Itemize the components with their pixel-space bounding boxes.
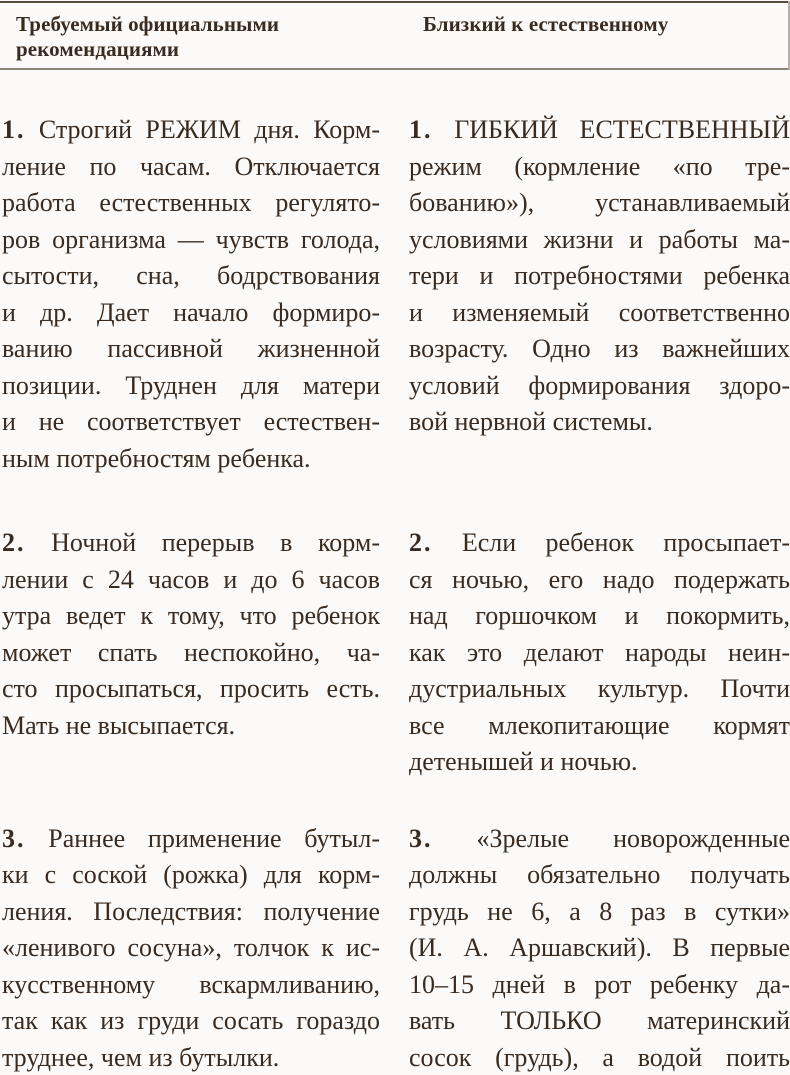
paragraph-line: ным потребностям ребенка. — [2, 443, 311, 473]
paragraph-line: все млекопитающие кормят — [409, 710, 790, 740]
paragraph-line: лении с 24 часов и до 6 часов — [2, 564, 380, 594]
paragraph-line: ления. Последствия: получение — [2, 896, 380, 926]
paragraph-line: как это делают народы неин- — [409, 637, 790, 667]
paragraph-number: 3. — [409, 823, 433, 853]
paragraph-number: 3. — [2, 823, 26, 853]
paragraph-line-text: ГИБКИЙ ЕСТЕСТВЕННЫЙ — [454, 115, 790, 144]
comparison-row-3 — [2, 821, 790, 1075]
paragraph-line: режим (кормление «по тре- — [409, 151, 790, 181]
paragraph-line: «ленивого сосуна», толчок к ис- — [2, 933, 380, 962]
paragraph-line-text: Раннее применение бутыл- — [48, 823, 380, 853]
paragraph-line: вать ТОЛЬКО материнский — [409, 1006, 790, 1035]
paragraph-line-text: «Зрелые новорожденные — [476, 823, 790, 853]
comparison-row-1 — [2, 112, 790, 477]
paragraph-line: Мать не высыпается. — [2, 710, 236, 740]
paragraph-line: и др. Дает начало формиро- — [2, 297, 380, 327]
paragraph-line: над горшочком и покормить, — [409, 601, 790, 630]
table-header-band — [0, 1, 790, 70]
paragraph-line: утра ведет к тому, что ребенок — [2, 601, 380, 630]
paragraph-number: 2. — [409, 528, 433, 557]
right-paragraph-3 — [409, 821, 790, 1075]
paragraph-line: сытости, сна, бодрствования — [2, 261, 380, 290]
book-page — [0, 1, 790, 1075]
paragraph-line: тери и потребностями ребенка — [409, 261, 790, 290]
left-paragraph-2 — [2, 525, 380, 781]
paragraph-line: работа естественных регулято- — [2, 188, 380, 217]
paragraph-line: труднее, чем из бутылки. — [2, 1042, 280, 1072]
paragraph-line: бованию»), устанавливаемый — [409, 188, 790, 217]
paragraph-line: ки с соской (рожка) для корм- — [2, 860, 380, 889]
paragraph-line: ров организма — чувств голода, — [2, 224, 380, 254]
paragraph-line: дустриальных культур. Почти — [409, 674, 790, 703]
paragraph-line: условиями жизни и работы ма- — [409, 224, 790, 254]
left-paragraph-3 — [2, 821, 380, 1075]
left-column-header — [2, 12, 380, 62]
paragraph-line — [409, 112, 790, 149]
left-column-header-line1: Требуемый официальными — [16, 12, 280, 36]
paragraph-line — [2, 525, 380, 562]
paragraph-line: вой нервной системы. — [409, 407, 653, 436]
paragraph-line — [2, 821, 380, 858]
paragraph-number: 1. — [409, 115, 433, 144]
left-paragraph-1 — [2, 112, 380, 477]
paragraph-line — [2, 112, 380, 149]
paragraph-line: позиции. Труднен для матери — [2, 370, 380, 400]
paragraph-line: может спать неспокойно, ча- — [2, 637, 380, 667]
paragraph-line: грудь не 6, а 8 раз в сутки» — [409, 896, 790, 926]
paragraph-line: детенышей и ночью. — [409, 747, 638, 776]
paragraph-line: ванию пассивной жизненной — [2, 334, 380, 363]
paragraph-line: 10–15 дней в рот ребенку да- — [409, 969, 790, 999]
paragraph-line: кусственному вскармливанию, — [2, 969, 380, 999]
paragraph-line: ся ночью, его надо подержать — [409, 564, 790, 594]
paragraph-line: условий формирования здоро- — [409, 370, 790, 400]
paragraph-number: 2. — [2, 528, 26, 557]
right-paragraph-1 — [409, 112, 790, 477]
paragraph-line: и изменяемый соответственно — [409, 297, 790, 327]
paragraph-line — [409, 821, 790, 858]
paragraph-line-text: Если ребенок просыпает- — [461, 528, 790, 557]
paragraph-line: так как из груди сосать гораздо — [2, 1006, 380, 1035]
paragraph-line: должны обязательно получать — [409, 860, 790, 889]
paragraph-line: (И. А. Аршавский). В первые — [409, 933, 790, 962]
paragraph-line: сосок (грудь), а водой поить — [409, 1042, 790, 1072]
paragraph-number: 1. — [2, 115, 26, 144]
paragraph-line: возрасту. Одно из важнейших — [409, 334, 790, 363]
comparison-row-2 — [2, 525, 790, 781]
paragraph-line-text: Ночной перерыв в корм- — [51, 528, 380, 557]
left-column-header-line2: рекомендациями — [16, 37, 180, 61]
paragraph-line — [409, 525, 790, 562]
paragraph-line-text: Строгий РЕЖИМ дня. Корм- — [38, 115, 380, 144]
right-column-header: Близкий к естественному — [423, 12, 669, 36]
right-paragraph-2 — [409, 525, 790, 781]
paragraph-line: сто просыпаться, просить есть. — [2, 674, 380, 703]
paragraph-line: ление по часам. Отключается — [2, 151, 380, 181]
comparison-table-body — [0, 70, 790, 1075]
column-headers — [0, 3, 788, 68]
paragraph-line: и не соответствует естествен- — [2, 407, 380, 436]
